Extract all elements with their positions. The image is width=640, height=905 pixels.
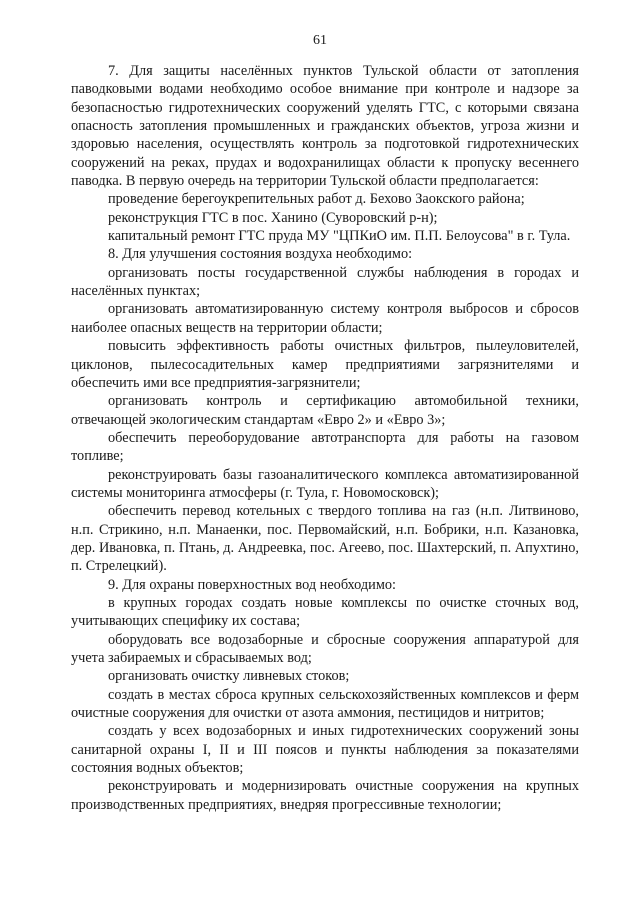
paragraph: организовать автоматизированную систему контроля выбросов и сбросов наиболее опасных веществ на территории области; xyxy=(71,301,579,336)
paragraph: обеспечить переоборудование автотранспорта для работы на газовом топливе; xyxy=(71,429,579,465)
paragraph: организовать очистку ливневых стоков; xyxy=(108,668,350,685)
paragraph: 9. Для охраны поверхностных вод необходимо: xyxy=(108,576,396,593)
paragraph: повысить эффективность работы очистных фильтров, пылеуловителей, циклонов, пылесосадительных камер предприятиями загрязнителями и обеспечить ими все предприятия-загрязнители; xyxy=(71,338,579,391)
paragraph: в крупных городах создать новые комплексы по очистке сточных вод, учитывающих специфику их состава; xyxy=(71,594,579,630)
paragraph: обеспечить перевод котельных с твердого топлива на газ (н.п. Литвиново, н.п. Стрикино, н.п. Манаенки, пос. Первомайский, н.п. Бобрики, н.п. Казановка, дер. Ивановка, п. Птань, д. Андреевка, пос. Агеево, пос. Шахтерский, п. Апухтино, п. Стрелецкий). xyxy=(71,503,579,575)
paragraph: создать в местах сброса крупных сельскохозяйственных комплексов и ферм очистные сооружения для очистки от азота аммония, пестицидов и нитритов; xyxy=(71,686,579,722)
page-number: 61 xyxy=(313,33,327,48)
paragraph: реконструировать и модернизировать очистные сооружения на крупных производственных предприятиях, внедряя прогрессивные технологии; xyxy=(71,778,579,813)
paragraph: организовать контроль и сертификацию автомобильной техники, отвечающей экологическим стандартам «Евро 2» и «Евро 3»; xyxy=(71,393,579,428)
paragraph: 8. Для улучшения состояния воздуха необходимо: xyxy=(108,246,413,263)
paragraph: 7. Для защиты населённых пунктов Тульской области от затопления паводковыми водами необходимо особое внимание при контроле и надзоре за безопасностью гидротехнических сооружений уделять ГТС, с которыми связана опасность затопления промышленных и гражданских объектов, угроза жизни и здоровью населения, осуществлять контроль за подготовкой гидротехнических сооружений на реках, прудах и водохранилищах области к пропуску весеннего паводка. В первую очередь на территории Тульской области предполагается: xyxy=(71,63,579,190)
paragraph: капитальный ремонт ГТС пруда МУ "ЦПКиО им. П.П. Белоусова" в г. Тула. xyxy=(108,228,571,245)
paragraph: проведение берегоукрепительных работ д. Бехово Заокского района; xyxy=(108,191,525,208)
paragraph: создать у всех водозаборных и иных гидротехнических сооружений зоны санитарной охраны I, II и III поясов и пункты наблюдения за показателями состояния водных объектов; xyxy=(71,723,579,777)
paragraph: оборудовать все водозаборные и сбросные сооружения аппаратурой для учета забираемых и сбрасываемых вод; xyxy=(71,631,579,666)
document-body xyxy=(71,62,579,814)
paragraph: реконструкция ГТС в пос. Ханино (Суворовский р-н); xyxy=(108,209,438,226)
paragraph: организовать посты государственной службы наблюдения в городах и населённых пунктах; xyxy=(71,264,579,300)
paragraph: реконструировать базы газоаналитического комплекса автоматизированной системы мониторинга атмосферы (г. Тула, г. Новомосковск); xyxy=(71,466,579,501)
